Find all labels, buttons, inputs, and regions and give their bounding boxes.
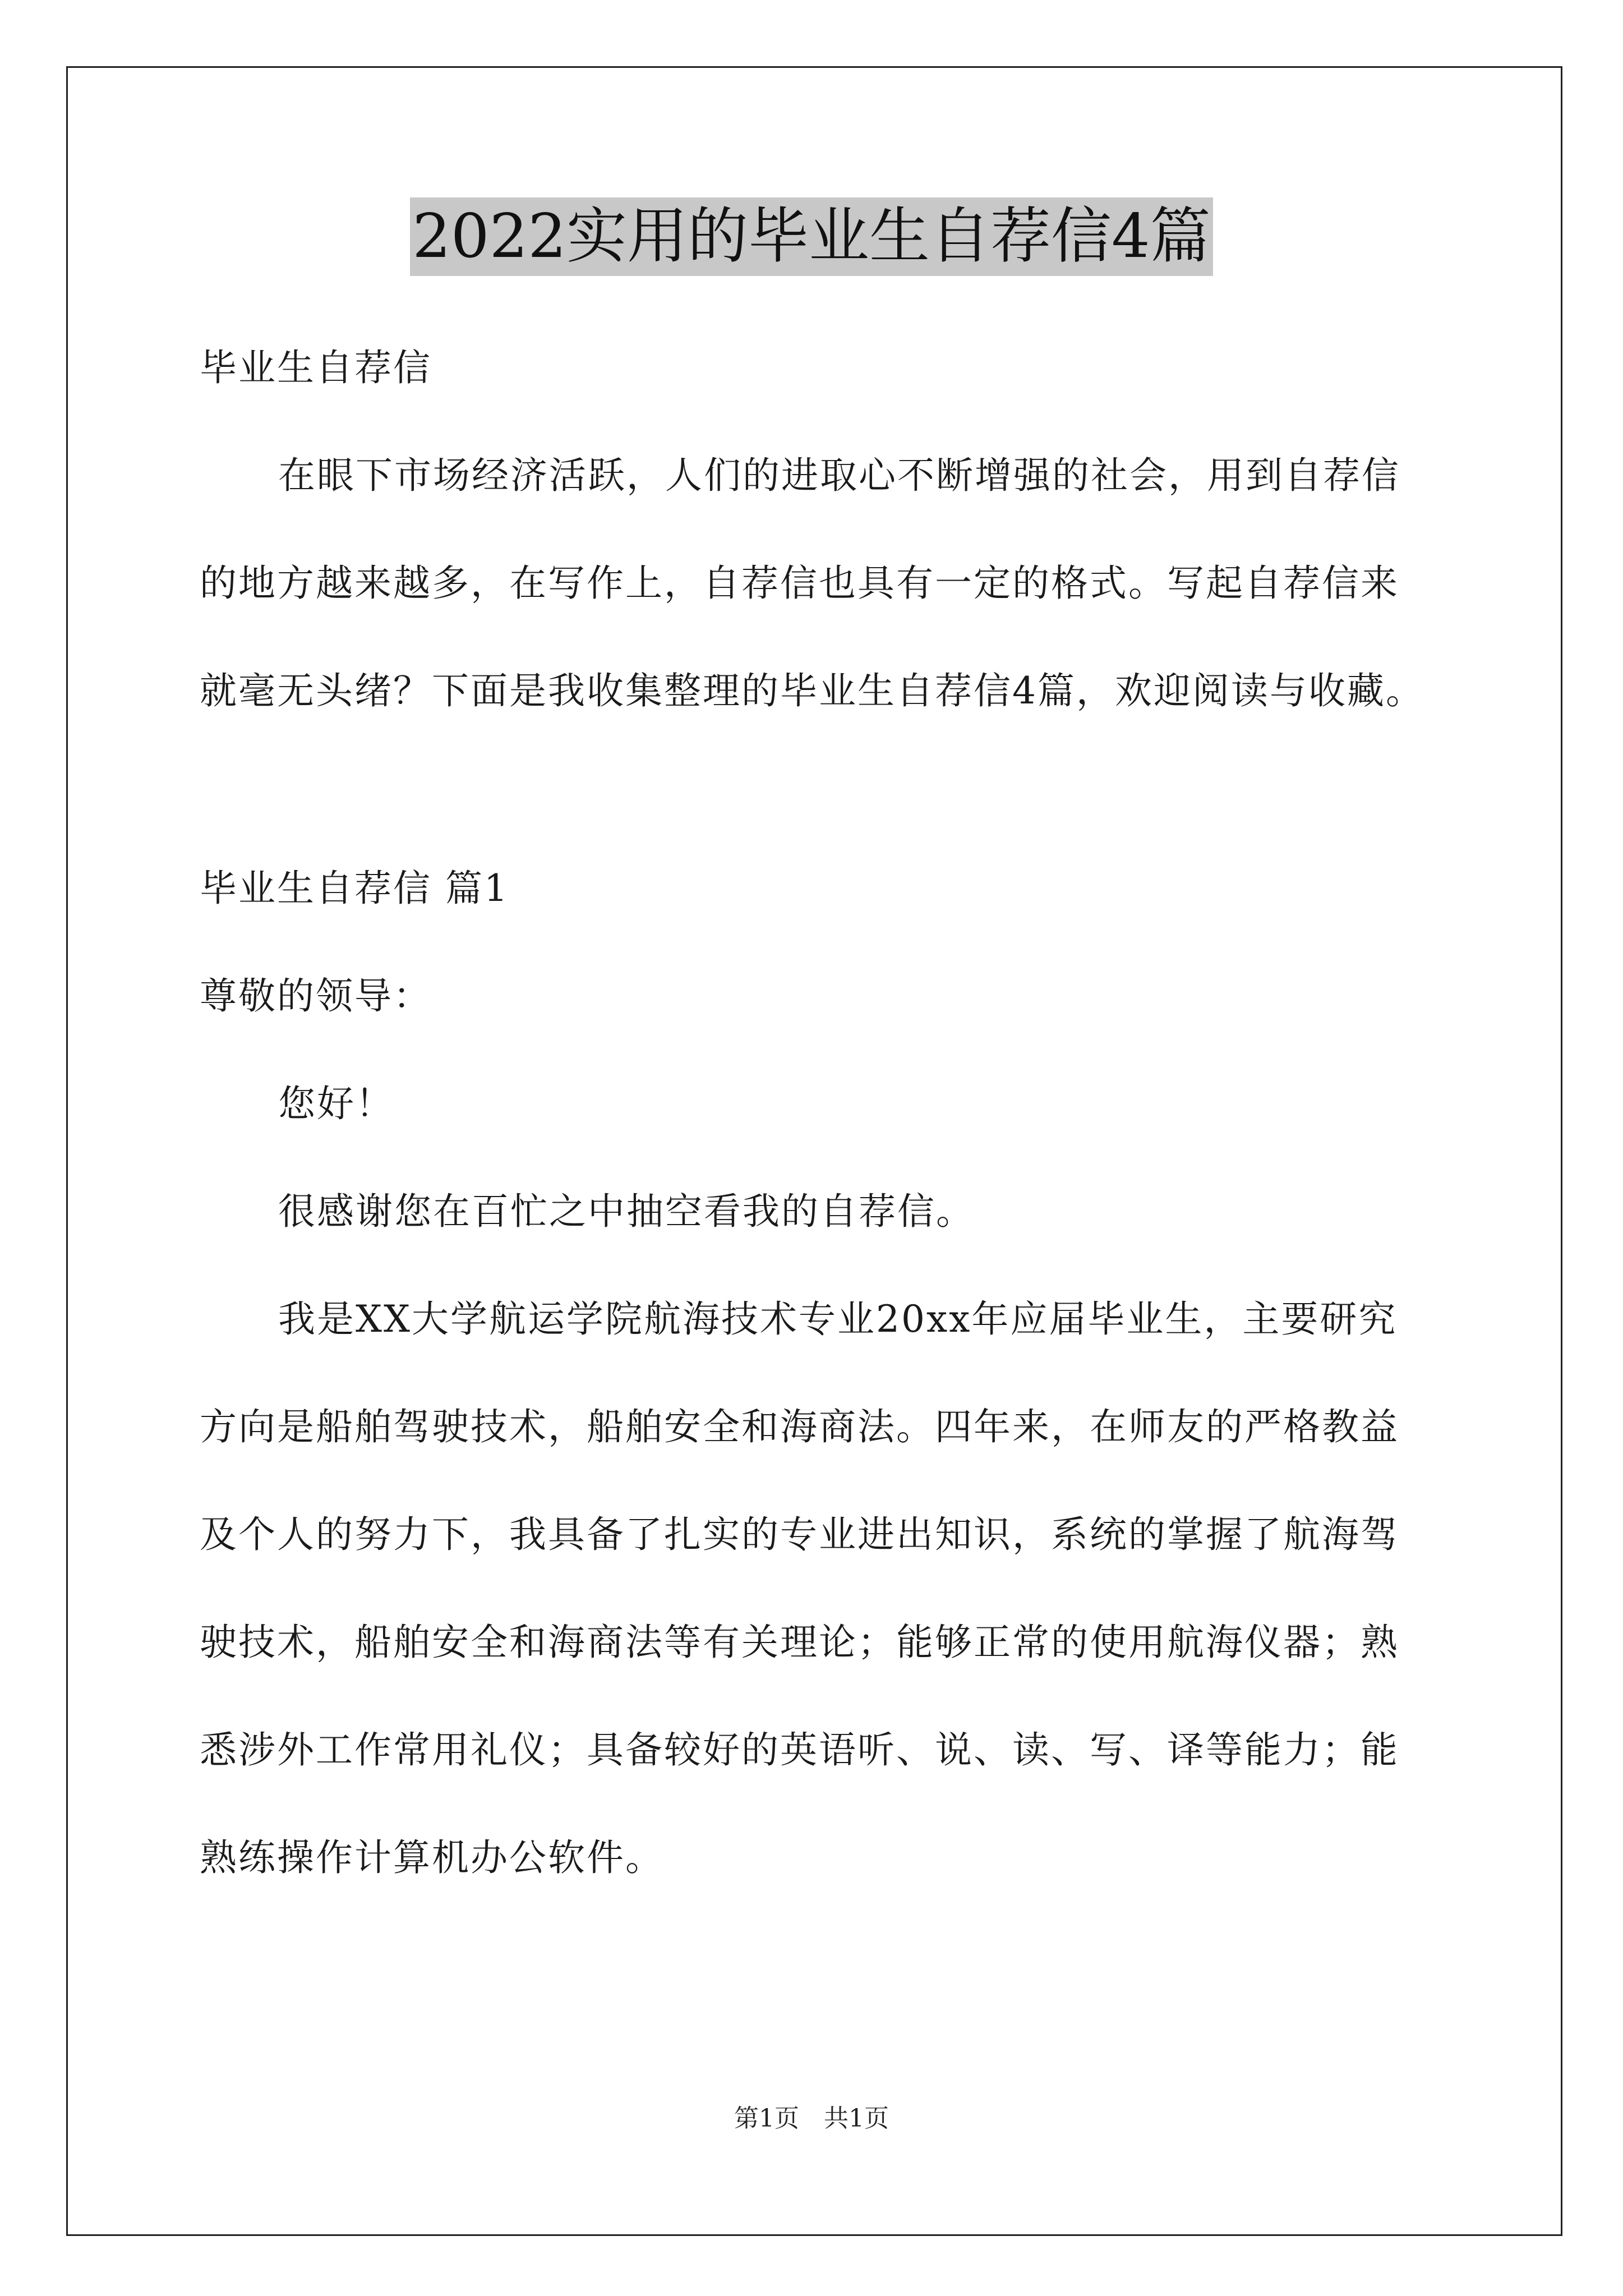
paragraph-gap [200,745,1428,835]
greeting: 您好！ [278,1082,394,1125]
letter-heading: 毕业生自荐信 篇1 [200,867,509,910]
document-body [200,314,1428,1912]
body-paragraph-2: 我是XX大学航运学院航海技术专业20xx年应届毕业生，主要研究方向是船舶驾驶技术，船舶安全和海商法。四年来，在师友的严格教益及个人的努力下，我具备了扎实的专业进出知识，系统的掌握了航海驾驶技术，船舶安全和海商法等有关理论；能够正常的使用航海仪器；熟悉涉外工作常用礼仪；具备较好的英语听、说、读、写、译等能力；能熟练操作计算机办公软件。 [200,1297,1399,1879]
title-container [0,197,1623,276]
body-paragraph-1: 很感谢您在百忙之中抽空看我的自荐信。 [278,1190,975,1233]
salutation: 尊敬的领导： [200,974,432,1018]
intro-paragraph: 在眼下市场经济活跃，人们的进取心不断增强的社会，用到自荐信的地方越来越多，在写作上，自荐信也具有一定的格式。写起自荐信来就毫无头绪？下面是我收集整理的毕业生自荐信4篇，欢迎阅读与收藏。 [200,454,1424,712]
document-title: 2022实用的毕业生自荐信4篇 [410,197,1213,276]
page-footer: 第1页 共1页 [734,2104,889,2133]
section-heading: 毕业生自荐信 [200,346,432,389]
